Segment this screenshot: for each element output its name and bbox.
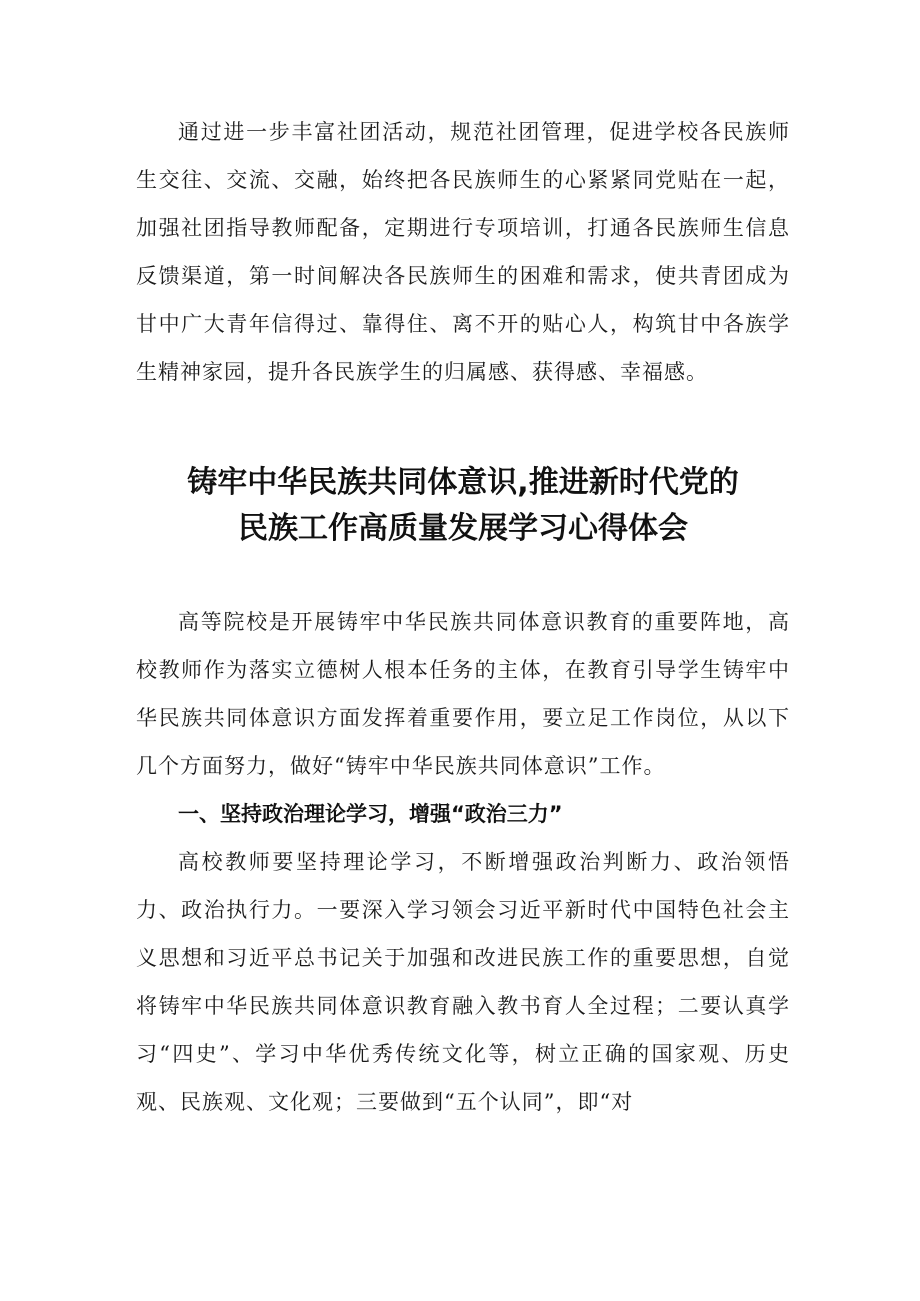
section-heading-1: 一、坚持政治理论学习，增强“政治三力”: [178, 802, 563, 826]
paragraph-intro: 通过进一步丰富社团活动，规范社团管理，促进学校各民族师生交往、交流、交融，始终把各民族师生的心紧紧同党贴在一起，加强社团指导教师配备，定期进行专项培训，打通各民族师生信息反馈渠道，第一时间解决各民族师生的困难和需求，使共青团成为甘中广大青年信得过、靠得住、离不开的贴心人，构筑甘中各族学生精神家园，提升各民族学生的归属感、获得感、幸福感。: [136, 120, 790, 384]
document-title: [136, 460, 790, 552]
title-line-2: 民族工作高质量发展学习心得体会: [238, 511, 688, 546]
paragraph-opening: 高等院校是开展铸牢中华民族共同体意识教育的重要阵地，高校教师作为落实立德树人根本任务的主体，在教育引导学生铸牢中华民族共同体意识方面发挥着重要作用，要立足工作岗位，从以下几个方面努力，做好“铸牢中华民族共同体意识”工作。: [136, 610, 790, 778]
document-body: [136, 108, 790, 1126]
title-line-1: 铸牢中华民族共同体意识,推进新时代党的: [187, 465, 739, 500]
paragraph-section-1: 高校教师要坚持理论学习，不断增强政治判断力、政治领悟力、政治执行力。一要深入学习领会习近平新时代中国特色社会主义思想和习近平总书记关于加强和改进民族工作的重要思想，自觉将铸牢中华民族共同体意识教育融入教书育人全过程；二要认真学习“四史”、学习中华优秀传统文化等，树立正确的国家观、历史观、民族观、文化观；三要做到“五个认同”，即“对: [136, 850, 790, 1114]
